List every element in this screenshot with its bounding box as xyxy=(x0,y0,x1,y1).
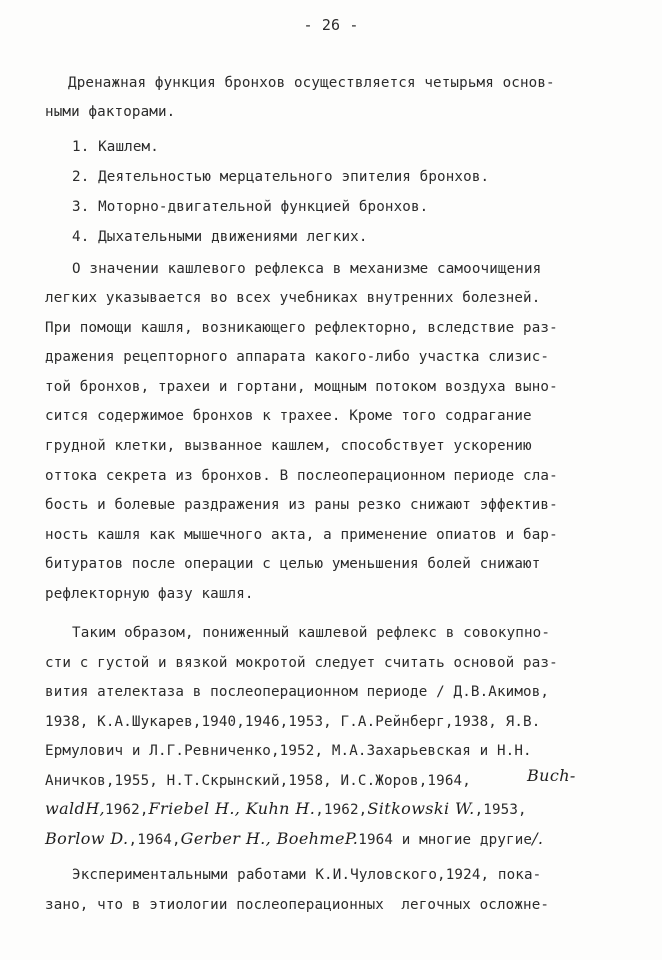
text-line: ность кашля как мышечного акта, а применение опиатов и бар- xyxy=(45,527,558,543)
text-line: сти с густой и вязкой мокротой следует считать основой раз- xyxy=(45,655,558,671)
text-line: бость и болевые раздражения из раны резко снижают эффектив- xyxy=(45,497,558,513)
typed-fragment: 1962, xyxy=(105,802,149,818)
text-line-mixed xyxy=(45,800,527,818)
typed-fragment: ,1964, xyxy=(128,832,181,848)
text-line-mixed xyxy=(45,830,543,848)
list-item: 4. Дыхательными движениями легких. xyxy=(72,229,368,245)
handwritten-insert: Buch- xyxy=(527,766,576,785)
text-line: При помощи кашля, возникающего рефлекторно, вследствие раз- xyxy=(45,320,558,336)
text-line: дражения рецепторного аппарата какого-либо участка слизис- xyxy=(45,349,550,365)
text-line: Аничков,1955, Н.Т.Скрынский,1958, И.С.Жоров,1964, xyxy=(45,773,471,789)
text-line: сится содержимое бронхов к трахее. Кроме того содрагание xyxy=(45,408,532,424)
text-line: Экспериментальными работами К.И.Чуловского,1924, пока- xyxy=(72,867,542,883)
handwritten-insert: Gerber H., BoehmeP. xyxy=(180,829,359,848)
handwritten-insert: /. xyxy=(532,829,544,848)
typed-fragment: ,1953, xyxy=(474,802,527,818)
text-line: оттока секрета из бронхов. В послеоперационном периоде сла- xyxy=(45,468,558,484)
text-line: Дренажная функция бронхов осуществляется четырьмя основ- xyxy=(68,75,555,91)
text-line: легких указывается во всех учебниках внутренних болезней. xyxy=(45,290,541,306)
text-line: той бронхов, трахеи и гортани, мощным потоком воздуха выно- xyxy=(45,379,558,395)
handwritten-insert: Friebel H., Kuhn H. xyxy=(148,799,316,818)
text-line: вития ателектаза в послеоперационном периоде / Д.В.Акимов, xyxy=(45,684,550,700)
handwritten-insert: Sitkowski W. xyxy=(367,799,475,818)
text-line: грудной клетки, вызванное кашлем, способствует ускорению xyxy=(45,438,532,454)
text-line: Ермулович и Л.Г.Ревниченко,1952, М.А.Захарьевская и Н.Н. xyxy=(45,743,532,759)
text-line: О значении кашлевого рефлекса в механизме самоочищения xyxy=(72,261,542,277)
list-item: 1. Кашлем. xyxy=(72,139,159,155)
text-line: битуратов после операции с целью уменьшения болей снижают xyxy=(45,556,541,572)
text-line: 1938, К.А.Шукарев,1940,1946,1953, Г.А.Рейнберг,1938, Я.В. xyxy=(45,714,541,730)
handwritten-insert: Borlow D. xyxy=(45,829,129,848)
page-number: - 26 - xyxy=(303,16,359,34)
text-line: Таким образом, пониженный кашлевой рефлекс в совокупно- xyxy=(72,625,551,641)
list-item: 3. Моторно-двигательной функцией бронхов. xyxy=(72,199,429,215)
typed-fragment: ,1962, xyxy=(315,802,368,818)
typed-fragment: 1964 и многие другие xyxy=(358,832,533,848)
text-line: зано, что в этиологии послеоперационных легочных осложне- xyxy=(45,897,550,913)
text-line: рефлекторную фазу кашля. xyxy=(45,586,254,602)
handwritten-insert: waldH, xyxy=(45,799,106,818)
text-line: ными факторами. xyxy=(45,104,176,120)
list-item: 2. Деятельностью мерцательного эпителия бронхов. xyxy=(72,169,490,185)
